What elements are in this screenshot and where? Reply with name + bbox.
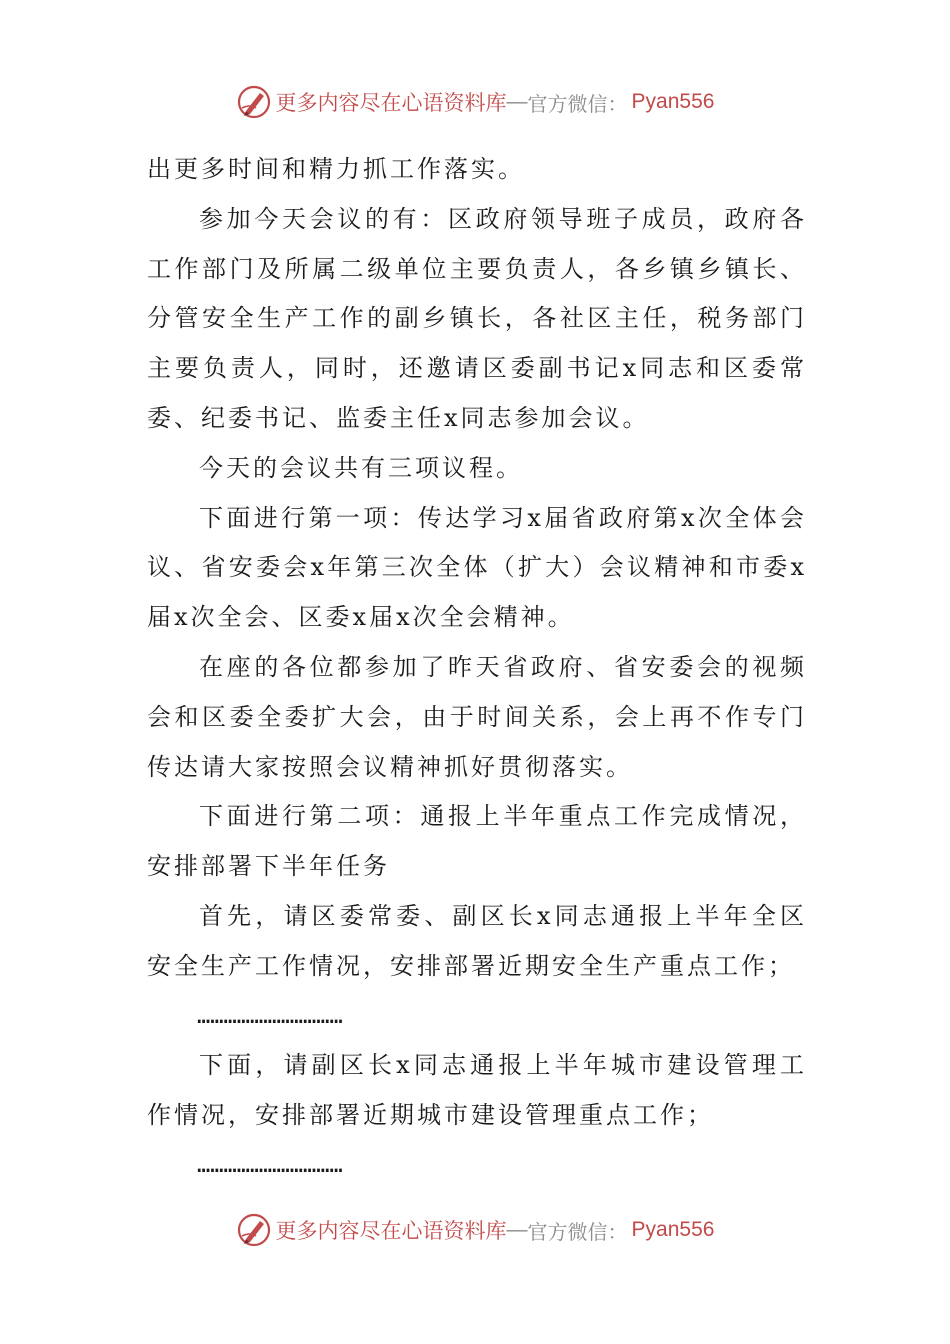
paragraph: 下面，请副区长x同志通报上半年城市建设管理工作情况，安排部署近期城市建设管理重点工作； [147,1051,807,1130]
paragraph: 下面进行第二项：通报上半年重点工作完成情况，安排部署下半年任务 [147,802,807,881]
pen-circle-icon [236,1212,272,1248]
paragraph: 在座的各位都参加了昨天省政府、省安委会的视频会和区委全委扩大会，由于时间关系，会上再不作专门传达请大家按照会议精神抓好贯彻落实。 [147,652,807,781]
banner-sub-text: 官方微信： [527,1219,628,1244]
banner-dash: — [506,1218,528,1241]
banner-main-text: 更多内容尽在心语资料库 [275,1219,507,1243]
pen-circle-icon [236,84,272,120]
banner-dash: — [506,90,528,113]
paragraph: 下面进行第一项：传达学习x届省政府第x次全体会议、省安委会x年第三次全体（扩大）会议精神和市委x届x次全会、区委x届x次全会精神。 [147,503,807,632]
header-banner [0,82,950,122]
ellipsis-line: …………………………… [197,1003,343,1029]
banner-wechat-id: Pyan556 [631,1218,715,1241]
document-body [147,145,807,1191]
paragraph: 首先，请区委常委、副区长x同志通报上半年全区安全生产工作情况，安排部署近期安全生产重点工作； [147,901,807,980]
paragraph: 参加今天会议的有：区政府领导班子成员，政府各工作部门及所属二级单位主要负责人，各乡镇乡镇长、分管安全生产工作的副乡镇长，各社区主任，税务部门主要负责人，同时，还邀请区委副书记x同志和区委常委、纪委书记、监委主任x同志参加会议。 [147,204,807,432]
banner-sub-text: 官方微信： [527,91,628,116]
banner-wechat-id: Pyan556 [631,90,715,113]
banner-main-text: 更多内容尽在心语资料库 [275,91,507,115]
paragraph: 出更多时间和精力抓工作落实。 [147,155,525,183]
footer-banner [0,1210,950,1250]
ellipsis-line: …………………………… [197,1152,343,1178]
paragraph: 今天的会议共有三项议程。 [199,453,523,482]
